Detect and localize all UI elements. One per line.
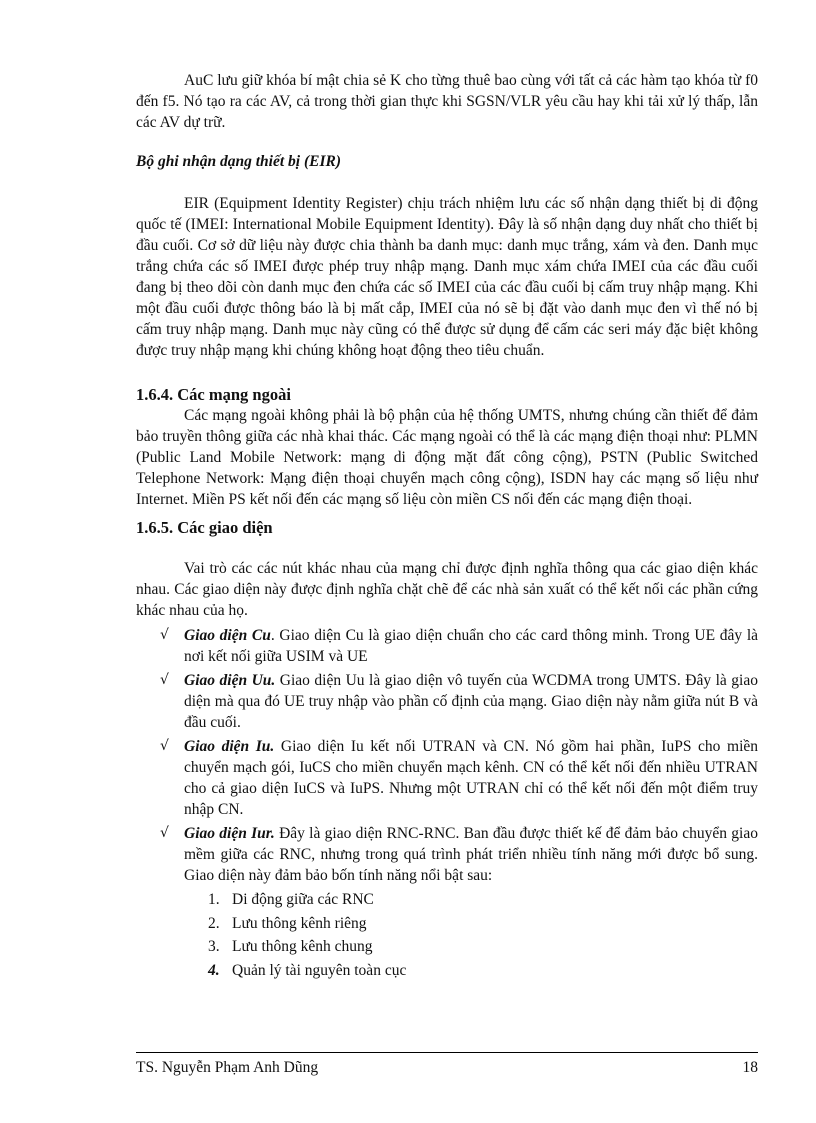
bullet-text: . Giao diện Cu là giao diện chuẩn cho các card thông minh. Trong UE đây là nơi kết nối giữa USIM và UE — [184, 627, 759, 665]
list-number: 4. — [208, 961, 220, 979]
list-item — [136, 959, 758, 983]
list-number: 1. — [208, 891, 220, 908]
list-text: Di động giữa các RNC — [232, 891, 374, 908]
bullet-term: Giao diện Iu. — [184, 738, 275, 755]
eir-paragraph: EIR (Equipment Identity Register) chịu trách nhiệm lưu các số nhận dạng thiết bị di động quốc tế (IMEI: International Mobile Equipment Identity). Đây là số nhận dạng duy nhất cho thiết bị đầu cuối. Cơ sở dữ liệu này được chia thành ba danh mục: danh mục trắng, xám và đen. Danh mục trắng chứa các số IMEI được phép truy nhập mạng. Danh mục xám chứa IMEI của các đầu cuối đang bị theo dõi còn danh mục đen chứa các số IMEI của các đầu cuối bị cấm truy nhập mạng. Khi một đầu cuối được thông báo là bị mất cắp, IMEI của nó sẽ bị đặt vào danh mục đen vì thế nó bị cấm truy nhập mạng. Danh mục này cũng có thể được sử dụng để cấm các seri máy đặc biệt không được truy nhập mạng khi chúng không hoạt động theo tiêu chuẩn. — [136, 195, 758, 359]
list-text: Quản lý tài nguyên toàn cục — [232, 961, 407, 979]
document-page — [136, 70, 758, 982]
list-item — [136, 625, 758, 667]
page-footer — [136, 1052, 758, 1077]
section-165-paragraph: Vai trò các các nút khác nhau của mạng chỉ được định nghĩa thông qua các giao diện khác nhau. Các giao diện này được định nghĩa chặt chẽ để các nhà sản xuất có thể kết nối các phần cứng khác nhau của họ. — [136, 560, 758, 619]
list-item — [136, 736, 758, 820]
list-text: Lưu thông kênh riêng — [232, 914, 367, 932]
bullet-term: Giao diện Iur. — [184, 825, 275, 842]
list-number: 3. — [208, 938, 220, 955]
page-number: 18 — [742, 1059, 758, 1076]
bullet-text: Giao diện Iu kết nối UTRAN và CN. Nó gồm hai phần, IuPS cho miền chuyển mạch gói, IuCS cho miền chuyển mạch kênh. CN có thể kết nối đến nhiều UTRAN cho cả giao diện IuCS và IuPS. Nhưng một UTRAN chỉ có thể kết nối đến một điểm truy nhập CN. — [184, 738, 759, 818]
checkmark-icon: √ — [160, 672, 169, 688]
list-item — [136, 823, 758, 886]
checkmark-icon: √ — [160, 627, 169, 643]
section-164-heading: 1.6.4. Các mạng ngoài — [136, 385, 291, 404]
intro-paragraph: AuC lưu giữ khóa bí mật chia sẻ K cho từng thuê bao cùng với tất cả các hàm tạo khóa từ f0 đến f5. Nó tạo ra các AV, cả trong thời gian thực khi SGSN/VLR yêu cầu hay khi tải xử lý thấp, lẫn các AV dự trữ. — [136, 72, 758, 131]
eir-heading: Bộ ghi nhận dạng thiết bị (EIR) — [136, 153, 342, 170]
list-item — [136, 670, 758, 733]
interface-list — [136, 625, 758, 886]
section-164-paragraph: Các mạng ngoài không phải là bộ phận của hệ thống UMTS, nhưng chúng cần thiết để đảm bảo truyền thông giữa các nhà khai thác. Các mạng ngoài có thể là các mạng điện thoại như: PLMN (Public Land Mobile Network: mạng di động mặt đất công cộng), PSTN (Public Switched Telephone Network: Mạng điện thoại chuyển mạch công cộng), ISDN hay các mạng số liệu như Internet. Miền PS kết nối đến các mạng số liệu còn miền CS nối đến các mạng điện thoại. — [136, 407, 758, 508]
checkmark-icon: √ — [160, 738, 169, 754]
feature-list — [136, 888, 758, 982]
checkmark-icon: √ — [160, 825, 169, 841]
list-number: 2. — [208, 914, 220, 932]
list-text: Lưu thông kênh chung — [232, 938, 373, 955]
list-item — [136, 935, 758, 959]
bullet-text: Đây là giao diện RNC-RNC. Ban đầu được thiết kế để đảm bảo chuyển giao mềm giữa các RNC, nhưng trong quá trình phát triển nhiều tính năng mới được bổ sung. Giao diện này đảm bảo bốn tính năng nổi bật sau: — [184, 825, 758, 884]
list-item — [136, 888, 758, 912]
section-165-heading: 1.6.5. Các giao diện — [136, 518, 273, 537]
list-item — [136, 912, 758, 936]
bullet-text: Giao diện Uu là giao diện vô tuyến của WCDMA trong UMTS. Đây là giao diện mà qua đó UE truy nhập vào phần cố định của mạng. Giao diện này nằm giữa nút B và đầu cuối. — [184, 672, 758, 731]
bullet-term: Giao diện Uu. — [184, 672, 276, 689]
bullet-term: Giao diện Cu — [184, 627, 271, 644]
footer-author: TS. Nguyễn Phạm Anh Dũng — [136, 1059, 319, 1076]
